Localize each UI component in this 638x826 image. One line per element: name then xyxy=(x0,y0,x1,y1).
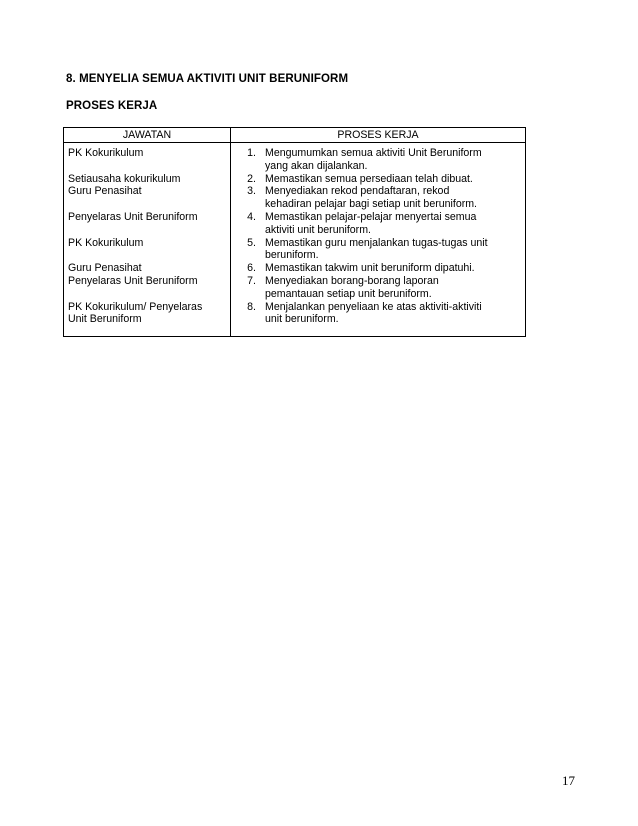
step-number: 1. xyxy=(247,147,256,159)
step-text xyxy=(265,185,521,211)
jawatan-line: PK Kokurikulum/ Penyelaras xyxy=(68,300,203,313)
list-item xyxy=(231,173,521,186)
list-item xyxy=(231,147,521,173)
list-item xyxy=(231,301,521,327)
step-line: pemantauan setiap unit beruniform. xyxy=(265,287,432,300)
step-text xyxy=(265,237,521,263)
header-proses-kerja: PROSES KERJA xyxy=(231,128,526,143)
proses-cell xyxy=(231,143,526,337)
section-title: 8. MENYELIA SEMUA AKTIVITI UNIT BERUNIFORM xyxy=(66,73,349,85)
list-item xyxy=(231,262,521,275)
jawatan-line: Penyelaras Unit Beruniform xyxy=(68,274,198,287)
step-line: yang akan dijalankan. xyxy=(265,159,368,172)
step-line: Memastikan semua persediaan telah dibuat. xyxy=(265,172,473,185)
step-text xyxy=(265,262,521,275)
step-text xyxy=(265,301,521,327)
jawatan-line: PK Kokurikulum xyxy=(68,236,144,249)
step-text xyxy=(265,275,521,301)
table-body-row xyxy=(64,143,526,337)
jawatan-cell xyxy=(64,143,231,337)
step-text xyxy=(265,211,521,237)
proses-kerja-table xyxy=(63,127,526,337)
step-number: 2. xyxy=(247,172,256,185)
step-line: aktiviti unit beruniform. xyxy=(265,223,371,236)
step-line: Mengumumkan semua aktiviti Unit Beruniform xyxy=(265,147,482,159)
jawatan-line xyxy=(68,160,226,173)
page-number: 17 xyxy=(562,773,575,788)
step-number: 4. xyxy=(247,210,256,223)
step-line: kehadiran pelajar bagi setiap unit beruniform. xyxy=(265,198,478,211)
jawatan-line: Unit Beruniform xyxy=(68,313,142,326)
step-line: Memastikan takwim unit beruniform dipatuhi. xyxy=(265,262,475,275)
jawatan-line xyxy=(68,224,226,237)
list-item xyxy=(231,275,521,301)
step-number: 3. xyxy=(247,185,256,198)
header-jawatan: JAWATAN xyxy=(64,128,231,143)
step-line: unit beruniform. xyxy=(265,313,339,326)
step-line: Memastikan pelajar-pelajar menyertai semua xyxy=(265,210,477,223)
step-line: Memastikan guru menjalankan tugas-tugas unit xyxy=(265,236,488,249)
sub-title: PROSES KERJA xyxy=(66,100,158,112)
jawatan-line: Guru Penasihat xyxy=(68,185,142,198)
jawatan-line: PK Kokurikulum xyxy=(68,147,144,159)
list-item xyxy=(231,211,521,237)
jawatan-line: Guru Penasihat xyxy=(68,262,142,275)
step-line: Menyediakan borang-borang laporan xyxy=(265,274,439,287)
list-item xyxy=(231,185,521,211)
steps-list xyxy=(231,147,521,326)
step-line: beruniform. xyxy=(265,249,319,262)
step-text xyxy=(265,173,521,186)
step-number: 7. xyxy=(247,274,256,287)
jawatan-line xyxy=(68,249,226,262)
step-number: 6. xyxy=(247,262,256,275)
step-text xyxy=(265,147,521,173)
table-header-row xyxy=(64,128,526,143)
list-item xyxy=(231,237,521,263)
step-number: 8. xyxy=(247,300,256,313)
step-line: Menyediakan rekod pendaftaran, rekod xyxy=(265,185,450,198)
jawatan-line: Penyelaras Unit Beruniform xyxy=(68,210,198,223)
step-number: 5. xyxy=(247,236,256,249)
jawatan-line xyxy=(68,198,226,211)
jawatan-line xyxy=(68,288,226,301)
jawatan-line: Setiausaha kokurikulum xyxy=(68,172,181,185)
step-line: Menjalankan penyeliaan ke atas aktiviti-aktiviti xyxy=(265,300,482,313)
